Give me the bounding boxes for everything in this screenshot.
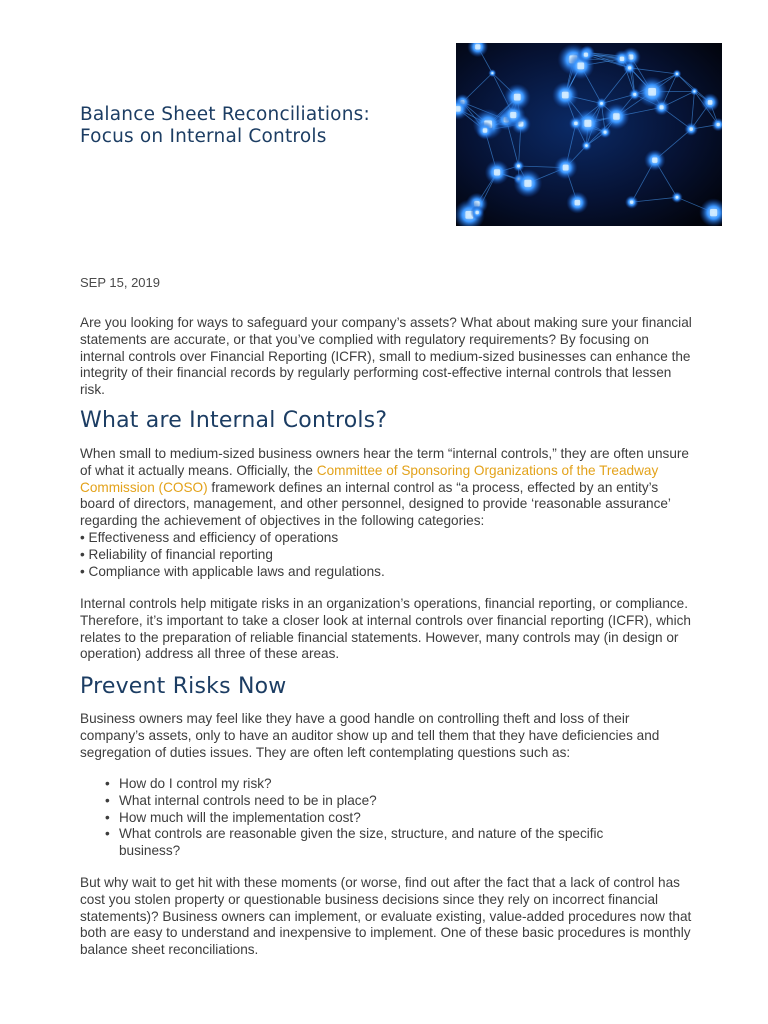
article-title: Balance Sheet Reconciliations: Focus on Internal Controls — [80, 104, 370, 147]
puzzle-piece-node — [633, 93, 636, 96]
publish-date: SEP 15, 2019 — [80, 275, 160, 290]
puzzle-piece-node — [514, 94, 521, 101]
puzzle-piece-node — [676, 73, 678, 75]
list-item: • How do I control my risk? — [104, 776, 664, 793]
hero-image-network-puzzle — [456, 43, 722, 226]
heading-prevent-risks: Prevent Risks Now — [80, 674, 287, 699]
category-bullet: • Compliance with applicable laws and regulations. — [80, 563, 385, 579]
questions-list — [104, 776, 664, 860]
puzzle-piece-node — [574, 122, 578, 126]
puzzle-piece-node — [716, 123, 719, 126]
puzzle-piece-node — [585, 144, 588, 147]
puzzle-piece-node — [494, 169, 500, 175]
category-bullet: • Effectiveness and efficiency of operations — [80, 529, 339, 545]
intro-paragraph: Are you looking for ways to safeguard your company’s assets? What about making sure your financial statements are accurate, or that you’ve complied with regulatory requirements? By focusing on internal controls over Financial Reporting (ICFR), small to medium-sized businesses can enhance the integrity of their financial records by regularly performing cost-effective internal controls that lessen risk. — [80, 315, 692, 398]
puzzle-piece-node — [628, 66, 631, 69]
paragraph-text-before-link: When small to medium-sized business owners hear the term “internal controls,” they are often unsure of what it actually means. Officially, the — [80, 446, 689, 478]
puzzle-piece-node — [613, 113, 620, 120]
puzzle-piece-node — [475, 44, 480, 49]
puzzle-piece-node — [584, 120, 591, 127]
icfr-paragraph: Internal controls help mitigate risks in an organization’s operations, financial reporting, or compliance. Therefore, it’s important to take a closer look at internal controls over financial reporting (ICFR), which relates to the preparation of reliable financial statements. However, many controls may (in design or operation) address all three of these areas. — [80, 596, 691, 662]
puzzle-piece-node — [517, 164, 520, 167]
list-item: • How much will the implementation cost? — [104, 810, 664, 827]
puzzle-piece-node — [562, 92, 569, 99]
puzzle-piece-node — [456, 106, 461, 112]
closing-paragraph: But why wait to get hit with these moments (or worse, find out after the fact that a lack of control has cost you stolen property or questionable business decisions since they rely on incorrect financial statements)? Business owners can implement, or evaluate existing, value-added procedures now that both are easy to understand and inexpensive to implement. One of these basic procedures is monthly balance sheet reconciliations. — [80, 875, 692, 958]
paragraph-text-after-link: framework defines an internal control as “a process, effected by an entity’s board of directors, management, and other personnel, designed to provide ‘reasonable assurance’ regarding the achievement of objectives in the following categories: — [80, 479, 671, 529]
heading-internal-controls: What are Internal Controls? — [80, 408, 388, 433]
puzzle-piece-node — [630, 200, 633, 203]
puzzle-piece-node — [577, 63, 584, 70]
puzzle-piece-node — [652, 158, 657, 163]
puzzle-piece-node — [475, 211, 478, 214]
puzzle-piece-node — [660, 105, 664, 109]
puzzle-piece-node — [708, 100, 713, 105]
business-owners-paragraph: Business owners may feel like they have a good handle on controlling theft and loss of their company’s assets, only to have an auditor show up and tell them that they have deficiencies and segregation of duties issues. They are often left contemplating questions such as: — [80, 711, 660, 760]
puzzle-piece-node — [648, 88, 656, 96]
category-bullet: • Reliability of financial reporting — [80, 546, 273, 562]
puzzle-piece-node — [710, 209, 717, 216]
puzzle-piece-node — [676, 196, 679, 199]
puzzle-piece-node — [483, 128, 487, 132]
coso-link[interactable]: Committee of Sponsoring Organizations of the Treadway Commission (COSO) — [80, 462, 659, 495]
puzzle-piece-node — [689, 127, 692, 130]
puzzle-piece-node — [600, 102, 603, 105]
puzzle-piece-node — [524, 180, 531, 187]
puzzle-piece-node — [491, 72, 493, 74]
puzzle-piece-node — [563, 165, 569, 171]
puzzle-piece-node — [510, 112, 516, 118]
internal-controls-paragraph — [80, 446, 692, 580]
puzzle-piece-node — [693, 90, 695, 92]
list-item: • What internal controls need to be in place? — [104, 793, 664, 810]
puzzle-piece-node — [604, 131, 607, 134]
puzzle-piece-node — [575, 200, 581, 206]
list-item: • What controls are reasonable given the size, structure, and nature of the specific business? — [104, 826, 664, 860]
puzzle-piece-node — [584, 53, 588, 57]
puzzle-piece-node — [620, 57, 624, 61]
